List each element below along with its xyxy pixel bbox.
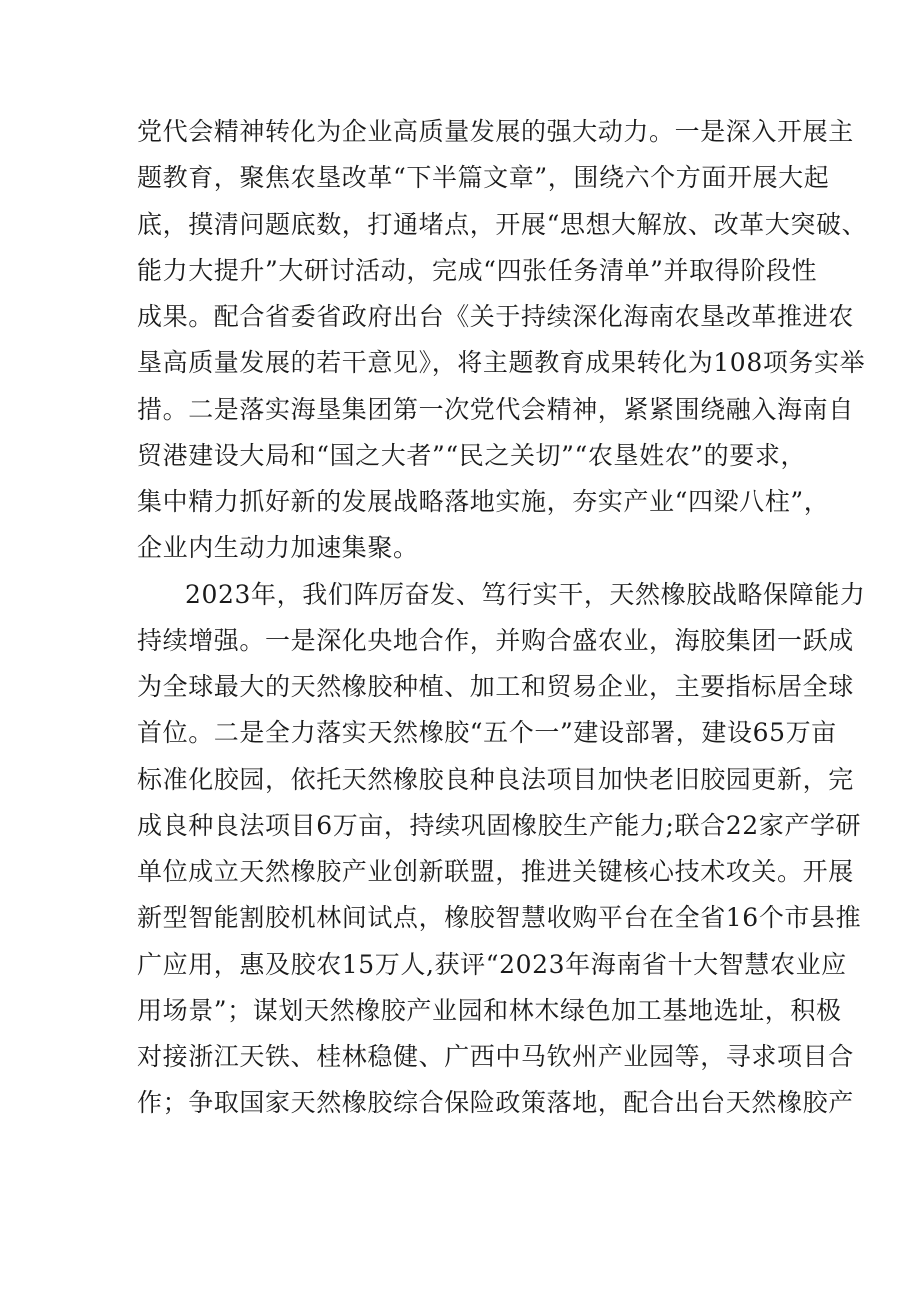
- paragraph-1: [137, 109, 868, 572]
- paragraph-line: 题教育，聚焦农垦改革“下半篇文章”，围绕六个方面开展大起: [137, 163, 830, 193]
- paragraph-line: 党代会精神转化为企业高质量发展的强大动力。一是深入开展主: [137, 117, 854, 146]
- paragraph-line: 标准化胶园，依托天然橡胶良种良法项目加快老旧胶园更新，完: [137, 764, 854, 794]
- paragraph-line: 新型智能割胶机林间试点，橡胶智慧收购平台在全省16个市县推: [137, 903, 862, 933]
- paragraph-line: 成果。配合省委省政府出台《关于持续深化海南农垦改革推进农: [137, 302, 854, 331]
- paragraph-line: 单位成立天然橡胶产业创新联盟，推进关键核心技术攻关。开展: [137, 857, 854, 886]
- paragraph-line: 用场景”；谋划天然橡胶产业园和林木绿色加工基地选址，积极: [137, 995, 842, 1025]
- paragraph-line: 贸港建设大局和“国之大者”“民之关切”“农垦姓农”的要求，: [137, 440, 807, 470]
- paragraph-line: 垦高质量发展的若干意见》，将主题教育成果转化为108项务实举: [137, 348, 866, 378]
- paragraph-line: 2023年，我们阵厉奋发、笃行实干，天然橡胶战略保障能力: [185, 579, 866, 609]
- paragraph-line: 能力大提升”大研讨活动，完成“四张任务清单”并取得阶段性: [137, 255, 818, 285]
- body-text: [137, 109, 868, 1127]
- paragraph-line: 首位。二是全力落实天然橡胶“五个一”建设部署，建设65万亩: [137, 718, 837, 748]
- paragraph-2: [137, 572, 866, 1127]
- paragraph-line: 作；争取国家天然橡胶综合保险政策落地，配合出台天然橡胶产: [137, 1088, 854, 1118]
- paragraph-line: 对接浙江天铁、桂林稳健、广西中马钦州产业园等，寻求项目合: [137, 1042, 854, 1071]
- paragraph-line: 企业内生动力加速集聚。: [137, 533, 419, 563]
- paragraph-line: 持续增强。一是深化央地合作，并购合盛农业，海胶集团一跃成: [137, 625, 854, 655]
- paragraph-line: 成良种良法项目6万亩，持续巩固橡胶生产能力;联合22家产学研: [137, 810, 862, 840]
- paragraph-line: 集中精力抓好新的发展战略落地实施，夯实产业“四梁八柱”，: [137, 487, 830, 516]
- paragraph-line: 底，摸清问题底数，打通堵点，开展“思想大解放、改革大突破、: [137, 209, 868, 239]
- paragraph-line: 为全球最大的天然橡胶种植、加工和贸易企业，主要指标居全球: [137, 672, 854, 701]
- paragraph-line: 措。二是落实海垦集团第一次党代会精神，紧紧围绕融入海南自: [137, 394, 854, 424]
- paragraph-line: 广应用，惠及胶农15万人,获评“2023年海南省十大智慧农业应: [137, 949, 847, 979]
